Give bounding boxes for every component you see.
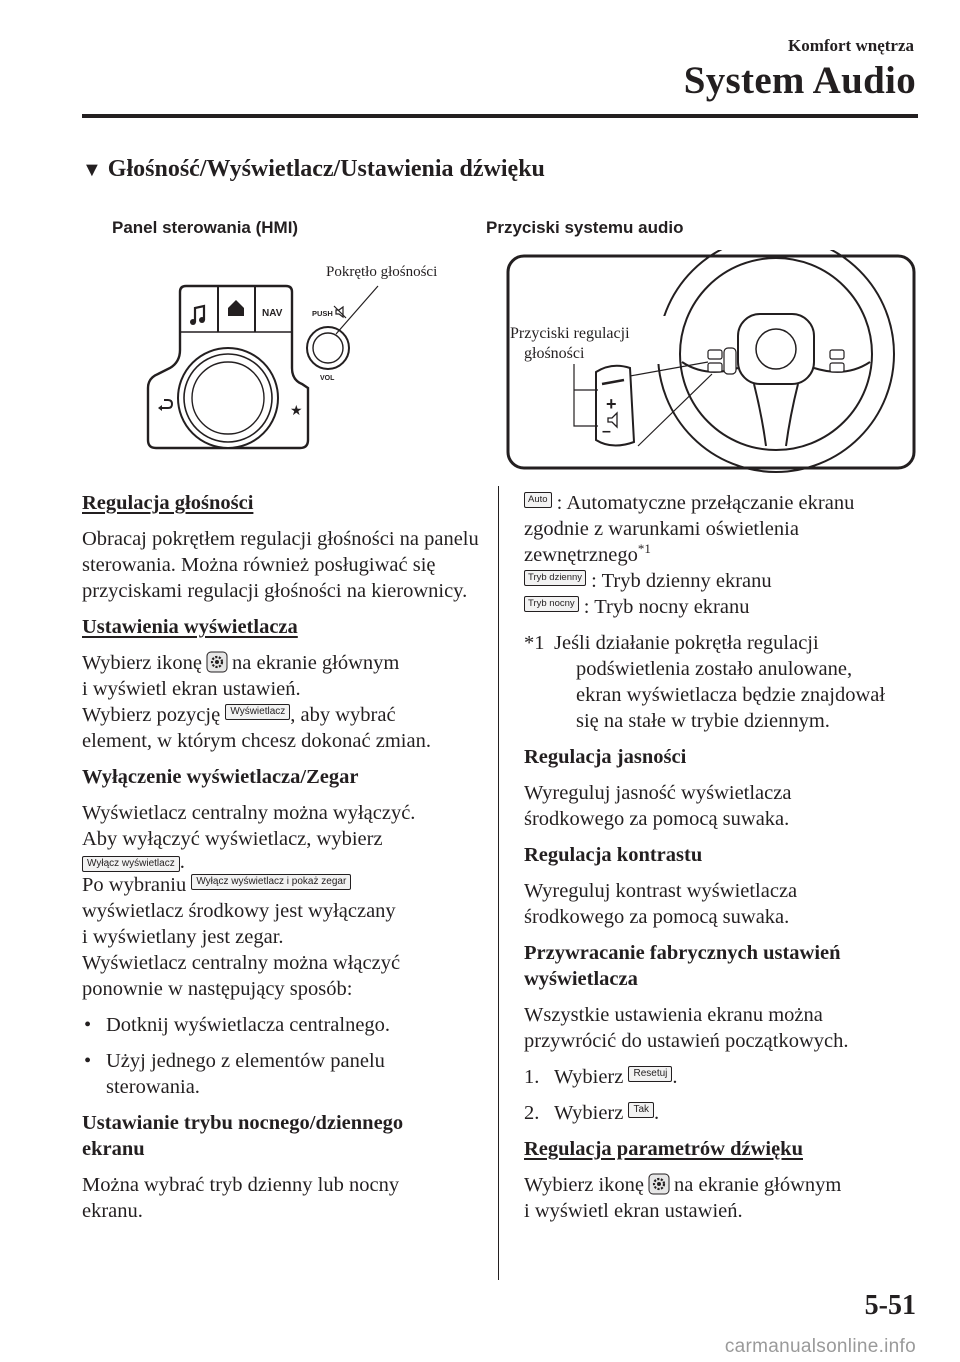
list-item — [524, 1064, 924, 1090]
push-label: PUSH — [312, 309, 333, 318]
bullet-icon: • — [84, 1014, 92, 1036]
sound-text-line1 — [524, 1172, 924, 1198]
step-number: 2. — [524, 1102, 540, 1124]
footnote-mark: *1 — [524, 632, 545, 654]
reset-heading-line1: Przywracanie fabrycznych ustawień — [524, 942, 841, 964]
off-heading: Wyłączenie wyświetlacza/Zegar — [82, 766, 359, 788]
off-text-f: i wyświetlany jest zegar. — [82, 926, 284, 948]
steering-wheel-illustration — [500, 250, 924, 475]
reset-text — [524, 1002, 924, 1054]
vol-label: VOL — [320, 375, 335, 382]
bullet-icon: • — [84, 1050, 92, 1072]
triangle-down-icon: ▼ — [82, 159, 102, 181]
volume-knob — [313, 333, 343, 363]
contrast-text-line1: Wyreguluj kontrast wyświetlacza — [524, 880, 798, 902]
volume-text: Obracaj pokrętłem regulacji głośności na panelu sterowania. Można również posługiwać się przyciskami regulacji głośności na kierownicy. — [82, 528, 479, 602]
display-text-f: element, w którym chcesz dokonać zmian. — [82, 730, 431, 752]
commander-knob — [192, 362, 264, 434]
off-text-h: ponownie w następujący sposób: — [82, 978, 353, 1000]
off-text-b: Aby wyłączyć wyświetlacz, wybierz — [82, 828, 383, 850]
auto-text-b: zgodnie z warunkami oświetlenia — [524, 518, 799, 540]
off-text-e: wyświetlacz środkowy jest wyłączany — [82, 900, 396, 922]
settings-gear-icon — [648, 1173, 670, 1195]
auto-text-c: zewnętrznego — [524, 544, 638, 566]
night-text: : Tryb nocny ekranu — [583, 596, 750, 618]
display-text-d: Wybierz pozycję — [82, 704, 221, 726]
step-1-text: Wybierz — [554, 1066, 624, 1088]
off-text-a: Wyświetlacz centralny można wyłączyć. — [82, 802, 416, 824]
list-item — [82, 1048, 482, 1100]
reset-heading — [524, 940, 924, 992]
list-item — [524, 1100, 924, 1126]
watermark: carmanualsonline.info — [724, 1336, 916, 1357]
bullet-2-line1: Użyj jednego z elementów panelu — [106, 1050, 385, 1072]
footnote-text — [554, 630, 885, 734]
sound-text-a: Wybierz ikonę — [524, 1174, 645, 1196]
display-off-clock-button[interactable]: Wyłącz wyświetlacz i pokaż zegar — [191, 874, 351, 890]
hmi-figure-label: Panel sterowania (HMI) — [112, 218, 299, 237]
header-rule — [82, 114, 918, 118]
contrast-text — [524, 878, 924, 930]
bullet-2 — [106, 1048, 385, 1100]
reset-text-line1: Wszystkie ustawienia ekranu można — [524, 1004, 823, 1026]
volume-buttons-callout-line1: Przyciski regulacji — [510, 325, 630, 342]
display-text-a: Wybierz ikonę — [82, 652, 203, 674]
page-number: 5-51 — [864, 1290, 916, 1321]
footnote-line1: Jeśli działanie pokrętła regulacji — [554, 632, 819, 654]
step-2-text: Wybierz — [554, 1102, 624, 1124]
mode-heading-line2: ekranu — [82, 1138, 145, 1160]
step-1 — [554, 1064, 678, 1090]
display-button[interactable]: Wyświetlacz — [225, 704, 290, 720]
footnote-line2: podświetlenia zostało anulowane, — [576, 658, 853, 680]
mode-text-line1: Można wybrać tryb dzienny lub nocny — [82, 1174, 400, 1196]
right-column — [524, 490, 924, 1224]
display-text-c: i wyświetl ekran ustawień. — [82, 678, 301, 700]
section-heading — [82, 156, 545, 183]
volume-plus-label: + — [606, 394, 617, 414]
chapter-title: System Audio — [683, 59, 916, 102]
display-text-line3 — [82, 702, 482, 728]
night-mode-button[interactable]: Tryb nocny — [524, 596, 579, 612]
footnote-line4: się na stałe w trybie dziennym. — [576, 710, 830, 732]
day-mode-button[interactable]: Tryb dzienny — [524, 570, 586, 586]
contrast-heading: Regulacja kontrastu — [524, 844, 703, 866]
sound-heading: Regulacja parametrów dźwięku — [524, 1138, 803, 1160]
column-divider — [498, 486, 499, 1280]
step-1-period: . — [672, 1066, 678, 1088]
sound-text-b: na ekranie głównym — [674, 1174, 842, 1196]
display-text-e: , aby wybrać — [290, 704, 396, 726]
yes-button[interactable]: Tak — [628, 1102, 654, 1118]
reset-heading-line2: wyświetlacza — [524, 968, 638, 990]
volume-minus-label: – — [602, 423, 611, 440]
display-heading: Ustawienia wyświetlacza — [82, 616, 298, 638]
wheel-emblem — [756, 329, 796, 369]
display-text-line1 — [82, 650, 482, 676]
reset-text-line2: przywrócić do ustawień początkowych. — [524, 1030, 849, 1052]
mode-text — [82, 1172, 482, 1224]
off-clock-line — [82, 872, 482, 898]
off-text-d: Po wybraniu — [82, 874, 187, 896]
volume-knob-callout-line — [336, 286, 378, 334]
bullet-2-line2: sterowania. — [106, 1076, 200, 1098]
left-column — [82, 490, 482, 1224]
step-2-period: . — [654, 1102, 660, 1124]
section-heading-text: Głośność/Wyświetlacz/Ustawienia dźwięku — [107, 156, 545, 182]
list-item — [82, 1012, 482, 1038]
brightness-text — [524, 780, 924, 832]
volume-knob-callout: Pokrętło głośności — [326, 264, 438, 280]
audio-figure-label: Przyciski systemu audio — [486, 218, 684, 237]
footnote-line3: ekran wyświetlacza będzie znajdował — [576, 684, 886, 706]
brightness-text-line2: środkowego za pomocą suwaka. — [524, 808, 790, 830]
bullet-1: Dotknij wyświetlacza centralnego. — [106, 1014, 391, 1036]
off-text-c: . — [179, 851, 185, 873]
mode-heading-line1: Ustawianie trybu nocnego/dziennego — [82, 1112, 404, 1134]
hmi-control-panel-illustration — [140, 250, 480, 465]
footnote — [524, 630, 924, 734]
auto-text-a: : Automatyczne przełączanie ekranu — [556, 492, 855, 514]
mode-heading — [82, 1110, 482, 1162]
volume-buttons-callout-line2: głośności — [524, 345, 585, 362]
off-text-g: Wyświetlacz centralny można włączyć — [82, 952, 401, 974]
footnote-ref: *1 — [637, 541, 651, 557]
brightness-text-line1: Wyreguluj jasność wyświetlacza — [524, 782, 792, 804]
volume-heading: Regulacja głośności — [82, 492, 254, 514]
settings-gear-icon — [206, 651, 228, 673]
auto-line — [524, 490, 924, 516]
display-off-button[interactable]: Wyłącz wyświetlacz — [82, 856, 180, 872]
running-head: Komfort wnętrza — [787, 36, 914, 55]
auto-text-c-line — [524, 542, 924, 568]
display-text-b: na ekranie głównym — [232, 652, 400, 674]
sound-text-c: i wyświetl ekran ustawień. — [524, 1200, 743, 1222]
reset-button[interactable]: Resetuj — [628, 1066, 672, 1082]
step-number: 1. — [524, 1066, 540, 1088]
favorites-star-icon: ★ — [290, 403, 303, 419]
day-line — [524, 568, 924, 594]
mute-icon — [334, 306, 346, 318]
off-button-line — [82, 852, 482, 872]
nav-button-label: NAV — [262, 308, 283, 319]
step-2 — [554, 1100, 659, 1126]
mode-text-line2: ekranu. — [82, 1200, 143, 1222]
contrast-text-line2: środkowego za pomocą suwaka. — [524, 906, 790, 928]
brightness-heading: Regulacja jasności — [524, 746, 687, 768]
night-line — [524, 594, 924, 620]
day-text: : Tryb dzienny ekranu — [591, 570, 772, 592]
auto-button[interactable]: Auto — [524, 492, 552, 508]
